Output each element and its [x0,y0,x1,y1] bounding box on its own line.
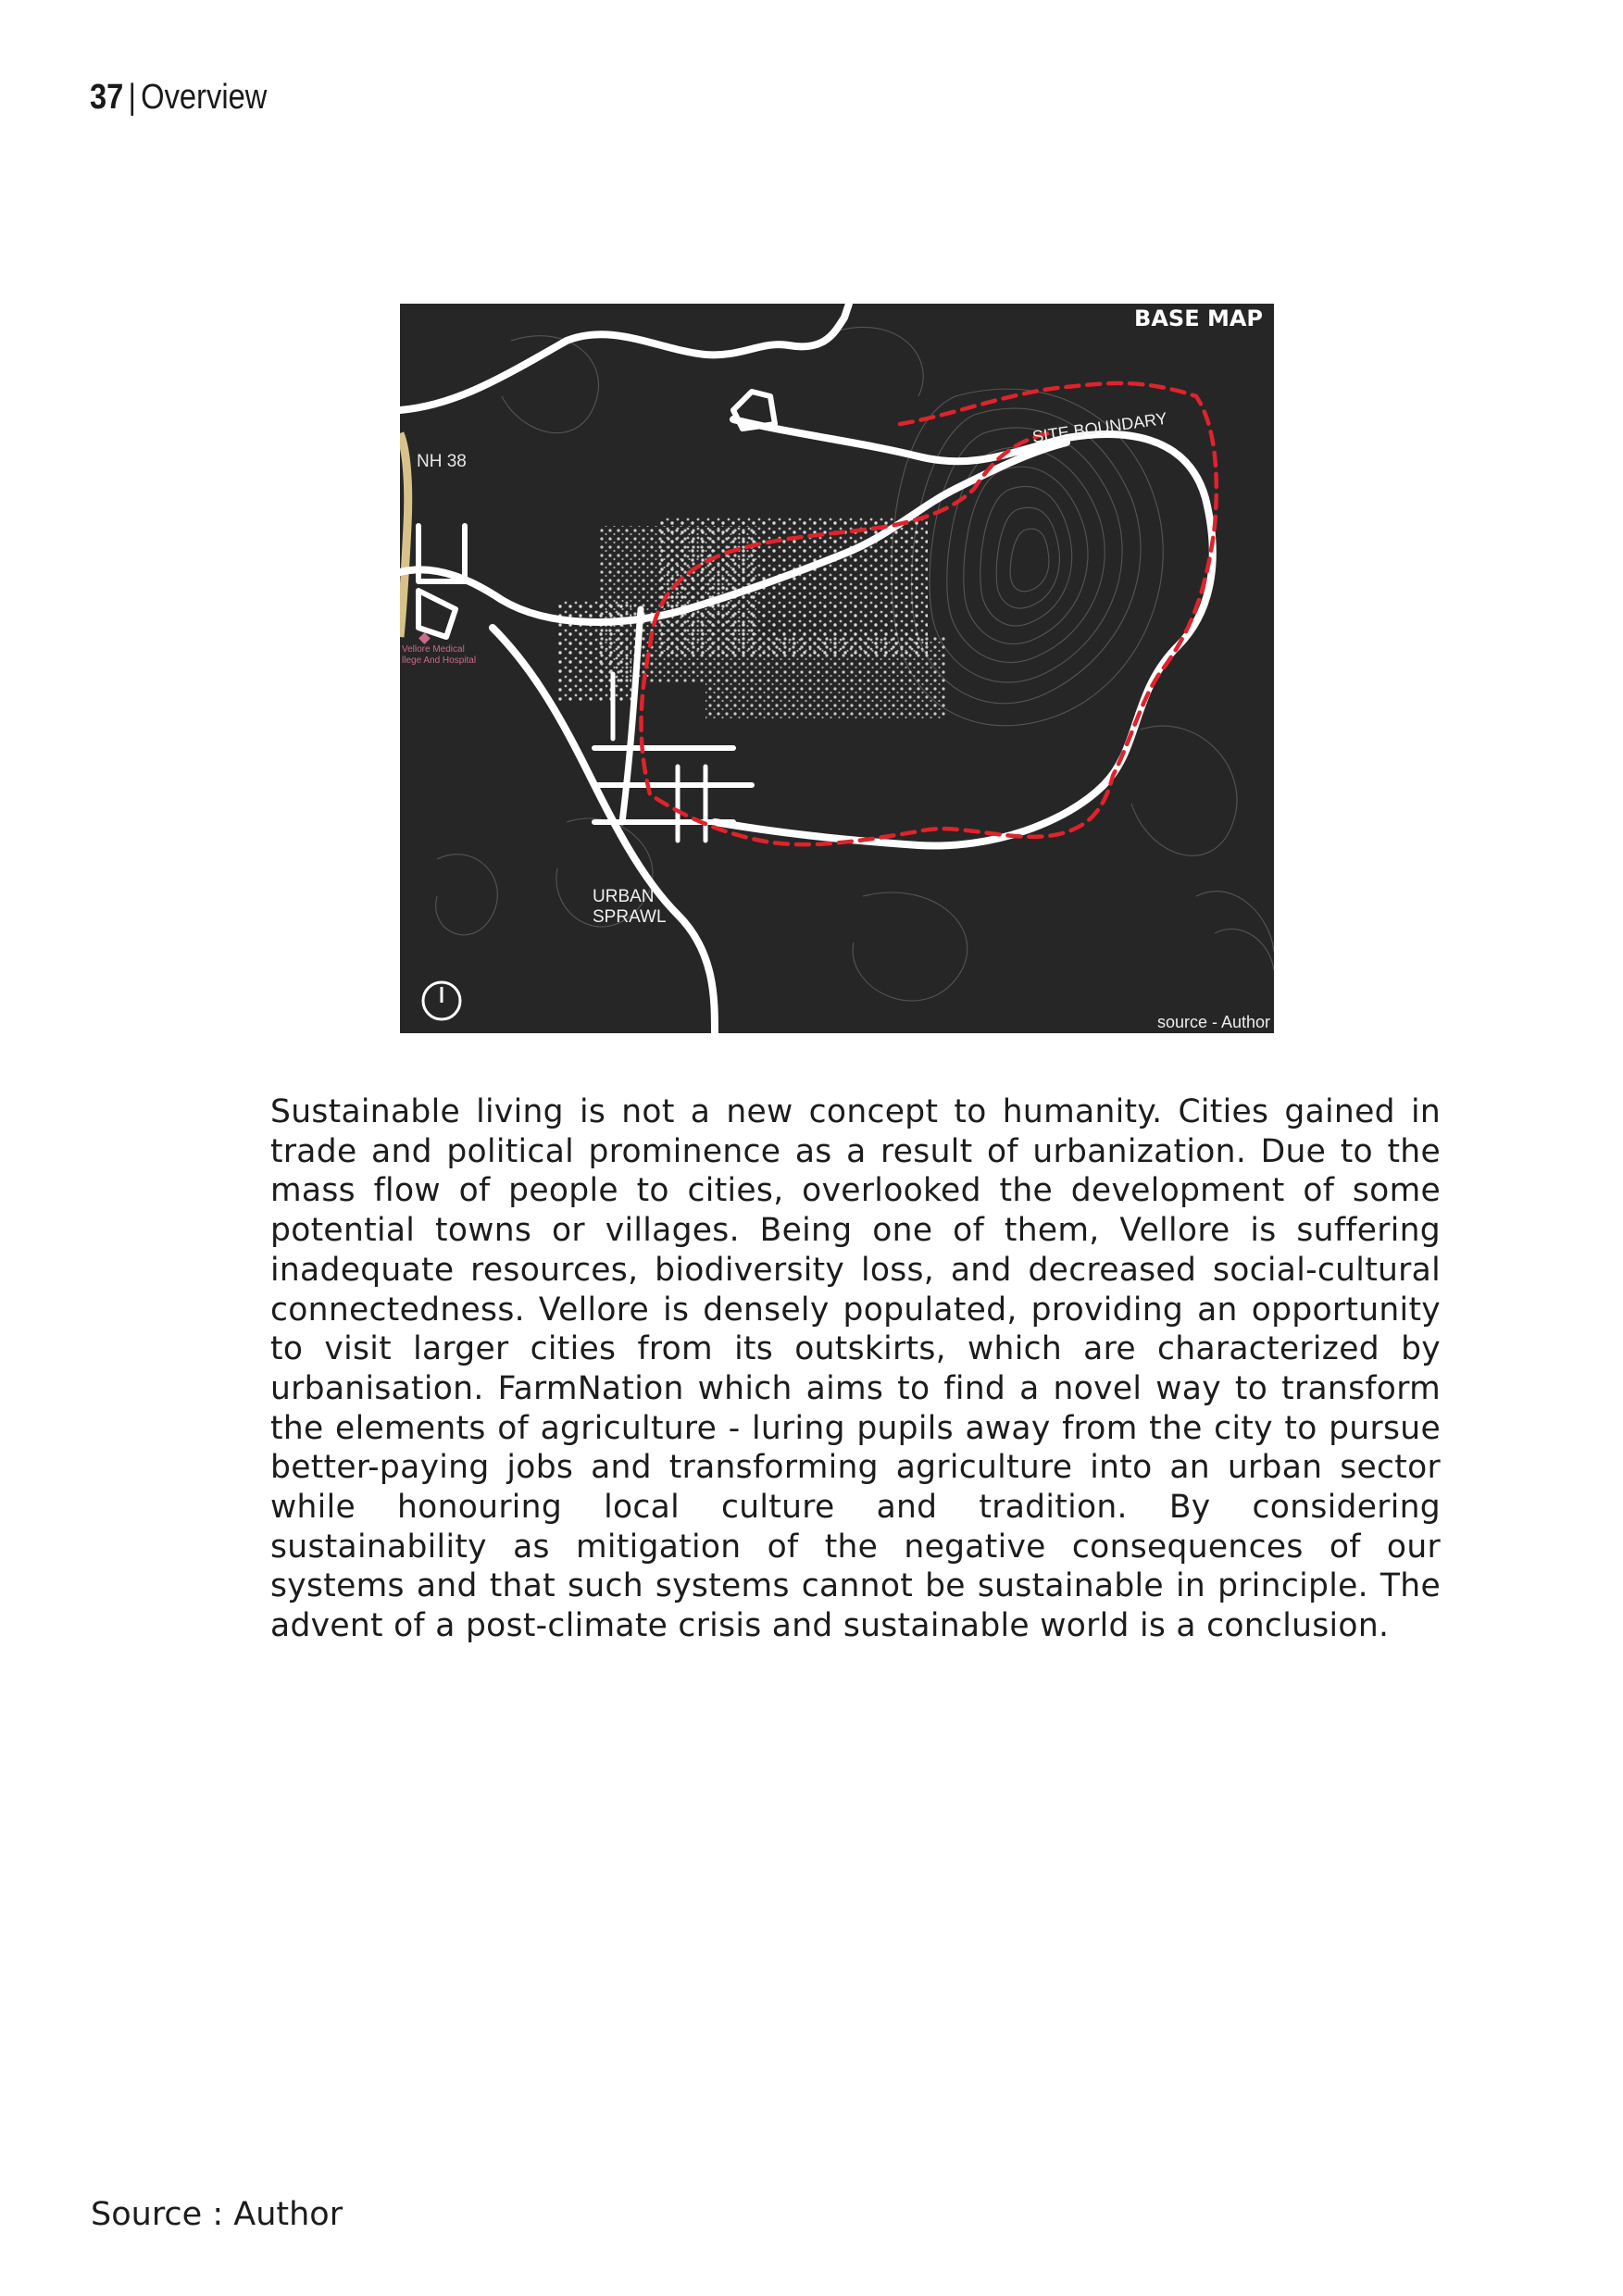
site-boundary-label: SITE BOUNDARY [1030,408,1168,446]
map-title: BASE MAP [1134,306,1263,331]
section-title: Overview [141,78,268,117]
urban-sprawl-label-line2: SPRAWL [593,907,667,927]
highway-label: NH 38 [417,452,467,471]
hospital-label-line2: llege And Hospital [402,655,477,666]
hospital-label-line1: Vellore Medical [402,644,465,655]
footer-source: Source : Author [91,2196,343,2233]
body-paragraph: Sustainable living is not a new concept to humanity. Cities gained in trade and political prominence as a result of urbanization. Due to the mass flow of people to cities, overlooked the development of some potential towns or villages. Being one of them, Vellore is suffering inadequate resources, biodiversity loss, and decreased social-cultural connectedness. Vellore is densely populated, providing an opportunity to visit larger cities from its outskirts, which are characterized by urbanisation. FarmNation which aims to find a novel way to transform the elements of agriculture - luring pupils away from the city to pursue better-paying jobs and transforming agriculture into an urban sector while honouring local culture and tradition. By considering sustainability as mitigation of the negative consequences of our systems and that such systems cannot be sustainable in principle. The advent of a post-climate crisis and sustainable world is a conclusion. [270,1093,1441,1645]
base-map-figure [400,304,1274,1033]
base-map-svg [400,304,1274,1033]
map-source-label: source - Author [1156,1013,1270,1031]
urban-sprawl-label-line1: URBAN [593,887,655,906]
page-number: 37 [90,78,124,117]
header-separator: | [128,78,137,117]
page-header [90,74,267,120]
